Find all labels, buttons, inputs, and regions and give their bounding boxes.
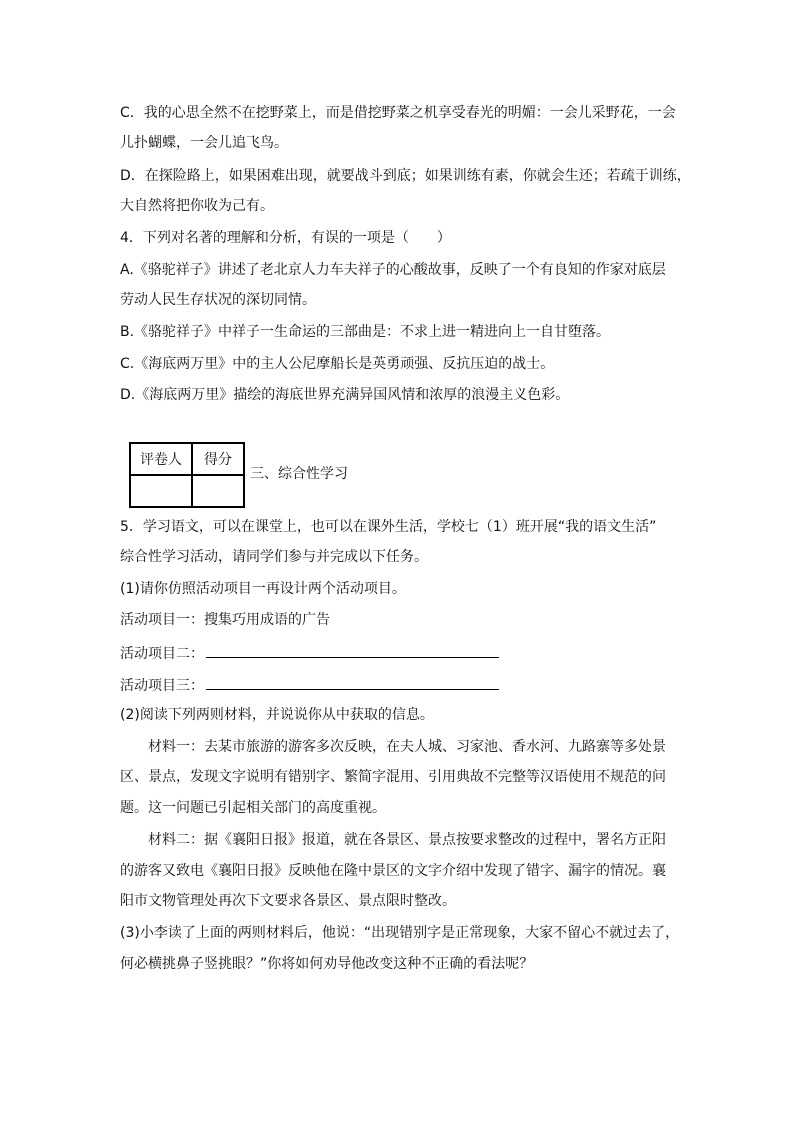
activity-2-blank[interactable] <box>206 643 499 658</box>
q4-option-d: D.《海底两万里》描绘的海底世界充满异国风情和浓厚的浪漫主义色彩。 <box>120 387 570 403</box>
option-d-line1: D．在探险路上，如果困难出现，就要战斗到底；如果训练有素，你就会生还；若疏于训练， <box>120 168 691 184</box>
activity-1: 活动项目一：搜集巧用成语的广告 <box>120 612 330 628</box>
activity-2-label: 活动项目二： <box>120 646 204 662</box>
activity-2 <box>120 643 499 663</box>
activity-3-blank[interactable] <box>206 675 499 690</box>
q4-option-a-line1: A.《骆驼祥子》讲述了老北京人力车夫祥子的心酸故事，反映了一个有良知的作家对底层 <box>120 262 666 278</box>
option-d-line2: 大自然将把你收为己有。 <box>120 198 274 214</box>
material-2-line2: 的游客又致电《襄阳日报》反映他在隆中景区的文字介绍中发现了错字、漏字的情况。襄 <box>120 863 666 879</box>
material-1-line1: 材料一：去某市旅游的游客多次反映，在夫人城、习家池、香水河、九路寨等多处景 <box>148 739 666 755</box>
material-2-line1: 材料二：据《襄阳日报》报道，就在各景区、景点按要求整改的过程中，署名方正阳 <box>148 832 666 848</box>
part-3-line2: 何必横挑鼻子竖挑眼？”你将如何劝导他改变这种不正确的看法呢？ <box>120 956 534 972</box>
score-table <box>129 442 245 508</box>
part-2-prompt: (2)阅读下列两则材料，并说说你从中获取的信息。 <box>120 707 434 723</box>
q4-option-c: C.《海底两万里》中的主人公尼摩船长是英勇顽强、反抗压迫的战士。 <box>120 356 555 372</box>
part-3-line1: (3)小李读了上面的两则材料后，他说：“出现错别字是正常现象，大家不留心不就过去了， <box>120 925 680 941</box>
section-title: 三、综合性学习 <box>250 466 348 482</box>
question-5-line2: 综合性学习活动，请同学们参与并完成以下任务。 <box>120 549 428 565</box>
option-c-line2: 儿扑蝴蝶，一会儿追飞鸟。 <box>120 135 288 151</box>
activity-3 <box>120 675 499 695</box>
score-cell[interactable] <box>192 475 244 507</box>
material-2-line3: 阳市文物管理处再次下文要求各景区、景点限时整改。 <box>120 893 456 909</box>
option-c-line1: C．我的心思全然不在挖野菜上，而是借挖野菜之机享受春光的明媚：一会儿采野花，一会 <box>120 105 676 121</box>
grader-header: 评卷人 <box>130 443 192 475</box>
q4-option-a-line2: 劳动人民生存状况的深切同情。 <box>120 292 316 308</box>
activity-3-label: 活动项目三： <box>120 678 204 694</box>
question-4: 4．下列对名著的理解和分析，有误的一项是（ ） <box>120 230 451 246</box>
question-5-line1: 5．学习语文，可以在课堂上，也可以在课外生活，学校七（1）班开展“我的语文生活” <box>120 519 657 535</box>
grader-cell[interactable] <box>130 475 192 507</box>
material-1-line2: 区、景点，发现文字说明有错别字、繁简字混用、引用典故不完整等汉语使用不规范的问 <box>120 769 666 785</box>
q4-option-b: B.《骆驼祥子》中祥子一生命运的三部曲是：不求上进一精进向上一自甘堕落。 <box>120 324 611 340</box>
part-1-prompt: (1)请你仿照活动项目一再设计两个活动项目。 <box>120 581 406 597</box>
material-1-line3: 题。这一问题已引起相关部门的高度重视。 <box>120 800 386 816</box>
score-header: 得分 <box>192 443 244 475</box>
